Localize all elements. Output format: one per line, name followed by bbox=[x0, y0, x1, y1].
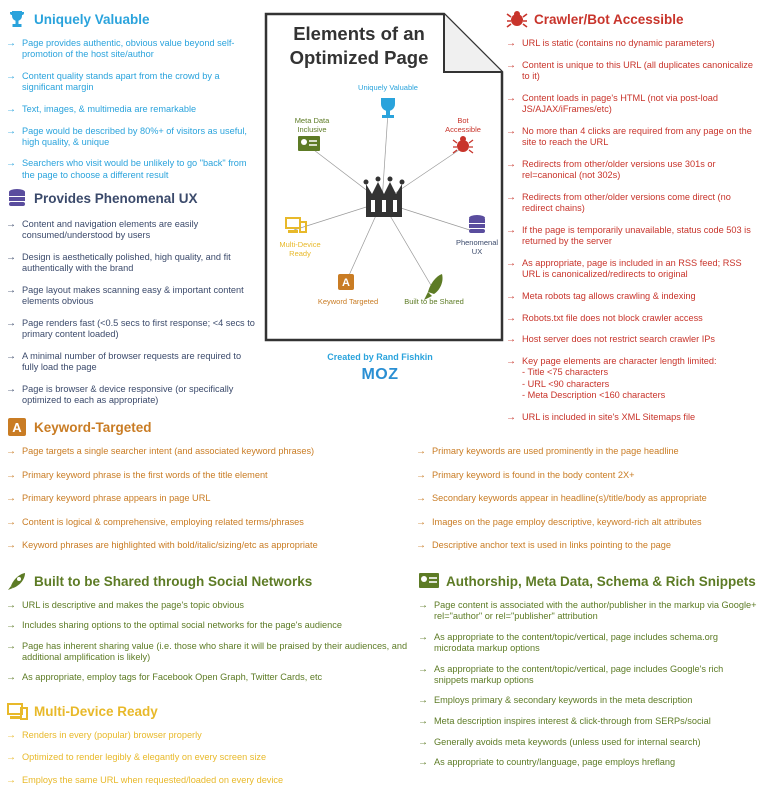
arrow-right-icon: → bbox=[6, 730, 16, 741]
section-authorship bbox=[418, 570, 758, 778]
list-item: → As appropriate to the content/topic/vertical, page includes schema.org microdata markup options bbox=[418, 631, 718, 653]
node-label-phenomenal-ux: Phenomenal UX bbox=[455, 238, 499, 256]
arrow-right-icon: → bbox=[506, 158, 516, 170]
section-uniquely-valuable bbox=[6, 8, 258, 191]
arrow-right-icon: → bbox=[416, 469, 426, 481]
item-list bbox=[418, 600, 758, 768]
arrow-right-icon: → bbox=[506, 356, 516, 368]
list-item: → Content is logical & comprehensive, employing related terms/phrases bbox=[6, 516, 304, 528]
credit-text: Created by Rand Fishkin bbox=[327, 352, 433, 362]
arrow-right-icon: → bbox=[6, 103, 16, 115]
database-icon bbox=[6, 187, 28, 209]
node-label-bot-accessible: Bot Accessible bbox=[445, 116, 481, 134]
list-item: → Page provides authentic, obvious value beyond self-promotion of the host site/author bbox=[6, 38, 235, 60]
card-icon bbox=[418, 570, 440, 592]
arrow-right-icon: → bbox=[506, 257, 516, 269]
item-list-right bbox=[416, 446, 746, 564]
node-label-multi-device-ready: Multi-Device Ready bbox=[279, 240, 321, 258]
svg-text:A: A bbox=[342, 277, 350, 289]
list-item: → Meta description inspires interest & click-through from SERPs/social bbox=[418, 715, 711, 727]
arrow-right-icon: → bbox=[418, 715, 428, 727]
keyword-icon bbox=[338, 274, 354, 290]
section-heading: A Keyword-Targeted bbox=[6, 416, 756, 438]
arrow-right-icon: → bbox=[418, 695, 428, 707]
arrow-right-icon: → bbox=[6, 540, 16, 552]
list-item: → URL is descriptive and makes the page's topic obvious bbox=[6, 600, 245, 611]
arrow-right-icon: → bbox=[6, 284, 16, 296]
list-item: → Redirects from other/older versions use 301s or rel=canonical (not 302s) bbox=[506, 158, 716, 180]
list-item: → Primary keyword phrase is the first words of the title element bbox=[6, 469, 268, 481]
arrow-right-icon: → bbox=[416, 446, 426, 457]
arrow-right-icon: → bbox=[6, 251, 16, 263]
list-item: → As appropriate, employ tags for Facebook Open Graph, Twitter Cards, etc bbox=[6, 672, 323, 684]
list-item: → URL is included in site's XML Sitemaps file bbox=[506, 411, 696, 423]
arrow-right-icon: → bbox=[6, 70, 16, 82]
list-item: → Page layout makes scanning easy & important content elements obvious bbox=[6, 284, 244, 307]
arrow-right-icon: → bbox=[506, 38, 516, 49]
sub-item: - Title <75 characters bbox=[522, 367, 609, 378]
list-item: → Content and navigation elements are easily consumed/understood by users bbox=[6, 219, 199, 241]
list-item: → Page content is associated with the author/publisher in the markup via Google+ rel="author" or rel="publisher" attribution bbox=[418, 600, 757, 622]
list-item: → Includes sharing options to the optimal social networks for the page's audience bbox=[6, 620, 342, 632]
section-heading: Multi-Device Ready bbox=[6, 700, 411, 722]
section-heading: Provides Phenomenal UX bbox=[6, 187, 258, 209]
list-item: → URL is static (contains no dynamic parameters) bbox=[506, 38, 715, 49]
list-item: → Generally avoids meta keywords (unless used for internal search) bbox=[418, 736, 701, 748]
database-icon bbox=[469, 215, 485, 233]
sub-item: - URL <90 characters bbox=[522, 378, 610, 389]
list-item: → Employs the same URL when requested/loaded on every device bbox=[6, 774, 284, 786]
list-item: → Page would be described by 80%+ of visitors as useful, high quality, & unique bbox=[6, 125, 247, 147]
arrow-right-icon: → bbox=[418, 631, 428, 643]
section-keyword-targeted bbox=[6, 416, 756, 564]
arrow-right-icon: → bbox=[6, 600, 16, 611]
list-item: → As appropriate to country/language, page employs hreflang bbox=[418, 757, 676, 769]
node-label-meta-data-inclusive: Meta Data Inclusive bbox=[294, 116, 330, 134]
list-item: → Keyword phrases are highlighted with bold/italic/sizing/etc as appropriate bbox=[6, 540, 318, 552]
arrow-right-icon: → bbox=[506, 191, 516, 203]
arrow-right-icon: → bbox=[6, 516, 16, 528]
sub-item: - Meta Description <160 characters bbox=[522, 389, 666, 400]
arrow-right-icon: → bbox=[6, 640, 16, 652]
list-item: → Key page elements are character length limited: - Title <75 characters - URL <90 characters - Meta Description <160 characters bbox=[506, 356, 758, 401]
list-item: → Primary keyword phrase appears in page URL bbox=[6, 493, 211, 505]
arrow-right-icon: → bbox=[6, 493, 16, 505]
list-item: → Page renders fast (<0.5 secs to first response; <4 secs to primary content loaded) bbox=[6, 317, 255, 339]
list-item: → If the page is temporarily unavailable, status code 503 is returned by the server bbox=[506, 224, 751, 246]
arrow-right-icon: → bbox=[418, 600, 428, 611]
list-item: → A minimal number of browser requests are required to fully load the page bbox=[6, 350, 242, 372]
list-item: → Primary keywords are used prominently in the page headline bbox=[416, 446, 679, 457]
list-item: → Design is aesthetically polished, high quality, and fit authentically with the brand bbox=[6, 251, 231, 274]
arrow-right-icon: → bbox=[6, 317, 16, 329]
rocket-icon bbox=[6, 570, 28, 592]
page-title: Elements of an Optimized Page bbox=[289, 23, 429, 68]
list-item: → No more than 4 clicks are required from any page on the site to reach the URL bbox=[506, 125, 752, 147]
item-list bbox=[6, 38, 258, 181]
list-item: → Employs primary & secondary keywords in the meta description bbox=[418, 695, 693, 707]
section-phenomenal-ux bbox=[6, 187, 258, 416]
keyword-icon bbox=[6, 416, 28, 438]
arrow-right-icon: → bbox=[506, 92, 516, 104]
list-item: → Meta robots tag allows crawling & indexing bbox=[506, 290, 696, 302]
item-list-left bbox=[6, 446, 416, 564]
section-heading: Uniquely Valuable bbox=[6, 8, 258, 30]
section-multi-device bbox=[6, 700, 411, 797]
arrow-right-icon: → bbox=[6, 469, 16, 481]
list-item: → Searchers who visit would be unlikely to go "back" from the page to choose a different result bbox=[6, 158, 247, 180]
section-heading: Crawler/Bot Accessible bbox=[506, 8, 758, 30]
node-label-keyword-targeted: Keyword Targeted bbox=[317, 297, 379, 306]
arrow-right-icon: → bbox=[418, 757, 428, 769]
section-heading: Authorship, Meta Data, Schema & Rich Snippets bbox=[418, 570, 758, 592]
arrow-right-icon: → bbox=[6, 752, 16, 764]
list-item: → Primary keyword is found in the body content 2X+ bbox=[416, 469, 635, 481]
list-item: → Page has inherent sharing value (i.e. those who share it will be praised by their audiences, and additional amplification is likely) bbox=[6, 640, 408, 662]
card-icon bbox=[298, 136, 320, 151]
arrow-right-icon: → bbox=[506, 125, 516, 137]
arrow-right-icon: → bbox=[6, 125, 16, 137]
list-item: → Page is browser & device responsive (or specifically optimized to each as appropriate) bbox=[6, 383, 234, 405]
list-item: → Content quality stands apart from the crowd by a significant margin bbox=[6, 70, 220, 93]
arrow-right-icon: → bbox=[418, 736, 428, 748]
section-built-to-be-shared bbox=[6, 570, 411, 693]
devices-icon bbox=[6, 700, 28, 722]
list-item: → Images on the page employ descriptive, keyword-rich alt attributes bbox=[416, 516, 702, 528]
list-item: → Content is unique to this URL (all duplicates canonicalize to it) bbox=[506, 59, 754, 81]
item-list bbox=[6, 730, 411, 786]
list-item: → Host server does not restrict search crawler IPs bbox=[506, 334, 716, 346]
arrow-right-icon: → bbox=[416, 493, 426, 505]
arrow-right-icon: → bbox=[6, 672, 16, 684]
arrow-right-icon: → bbox=[506, 224, 516, 236]
section-crawler bbox=[506, 8, 758, 433]
arrow-right-icon: → bbox=[6, 219, 16, 230]
arrow-right-icon: → bbox=[416, 516, 426, 528]
list-item: → Secondary keywords appear in headline(s)/title/body as appropriate bbox=[416, 493, 707, 505]
list-item: → Text, images, & multimedia are remarkable bbox=[6, 103, 197, 115]
node-label-built-to-be-shared: Built to be Shared bbox=[404, 297, 464, 306]
list-item: → Page targets a single searcher intent (and associated keyword phrases) bbox=[6, 446, 315, 457]
node-label-uniquely-valuable: Uniquely Valuable bbox=[358, 83, 418, 92]
svg-text:A: A bbox=[12, 420, 22, 435]
list-item: → Optimized to render legibly & elegantly on every screen size bbox=[6, 752, 267, 764]
moz-logo: MOZ bbox=[361, 366, 399, 383]
arrow-right-icon: → bbox=[6, 383, 16, 395]
arrow-right-icon: → bbox=[416, 540, 426, 552]
list-item: → Robots.txt file does not block crawler access bbox=[506, 312, 703, 324]
item-list bbox=[6, 600, 411, 684]
list-item: → Content loads in page's HTML (not via post-load JS/AJAX/iFrames/etc) bbox=[506, 92, 718, 114]
arrow-right-icon: → bbox=[418, 663, 428, 675]
arrow-right-icon: → bbox=[6, 446, 16, 457]
list-item: → Renders in every (popular) browser properly bbox=[6, 730, 202, 741]
list-item: → As appropriate to the content/topic/vertical, page includes Google's rich snippets markup options bbox=[418, 663, 724, 685]
bug-icon bbox=[506, 8, 528, 30]
trophy-icon bbox=[6, 8, 28, 30]
arrow-right-icon: → bbox=[506, 290, 516, 302]
trophy-icon bbox=[381, 98, 395, 118]
list-item: → As appropriate, page is included in an RSS feed; RSS URL is canonicalized/redirects to original bbox=[506, 257, 742, 279]
section-heading: Built to be Shared through Social Networks bbox=[6, 570, 411, 592]
arrow-right-icon: → bbox=[506, 411, 516, 423]
arrow-right-icon: → bbox=[506, 59, 516, 71]
arrow-right-icon: → bbox=[6, 350, 16, 362]
arrow-right-icon: → bbox=[6, 158, 16, 170]
arrow-right-icon: → bbox=[6, 38, 16, 49]
arrow-right-icon: → bbox=[506, 334, 516, 346]
item-list bbox=[6, 219, 258, 406]
list-item: → Descriptive anchor text is used in links pointing to the page bbox=[416, 540, 672, 552]
arrow-right-icon: → bbox=[506, 312, 516, 324]
item-list bbox=[506, 38, 758, 423]
arrow-right-icon: → bbox=[6, 620, 16, 632]
arrow-right-icon: → bbox=[6, 774, 16, 786]
list-item: → Redirects from other/older versions come direct (no redirect chains) bbox=[506, 191, 731, 213]
